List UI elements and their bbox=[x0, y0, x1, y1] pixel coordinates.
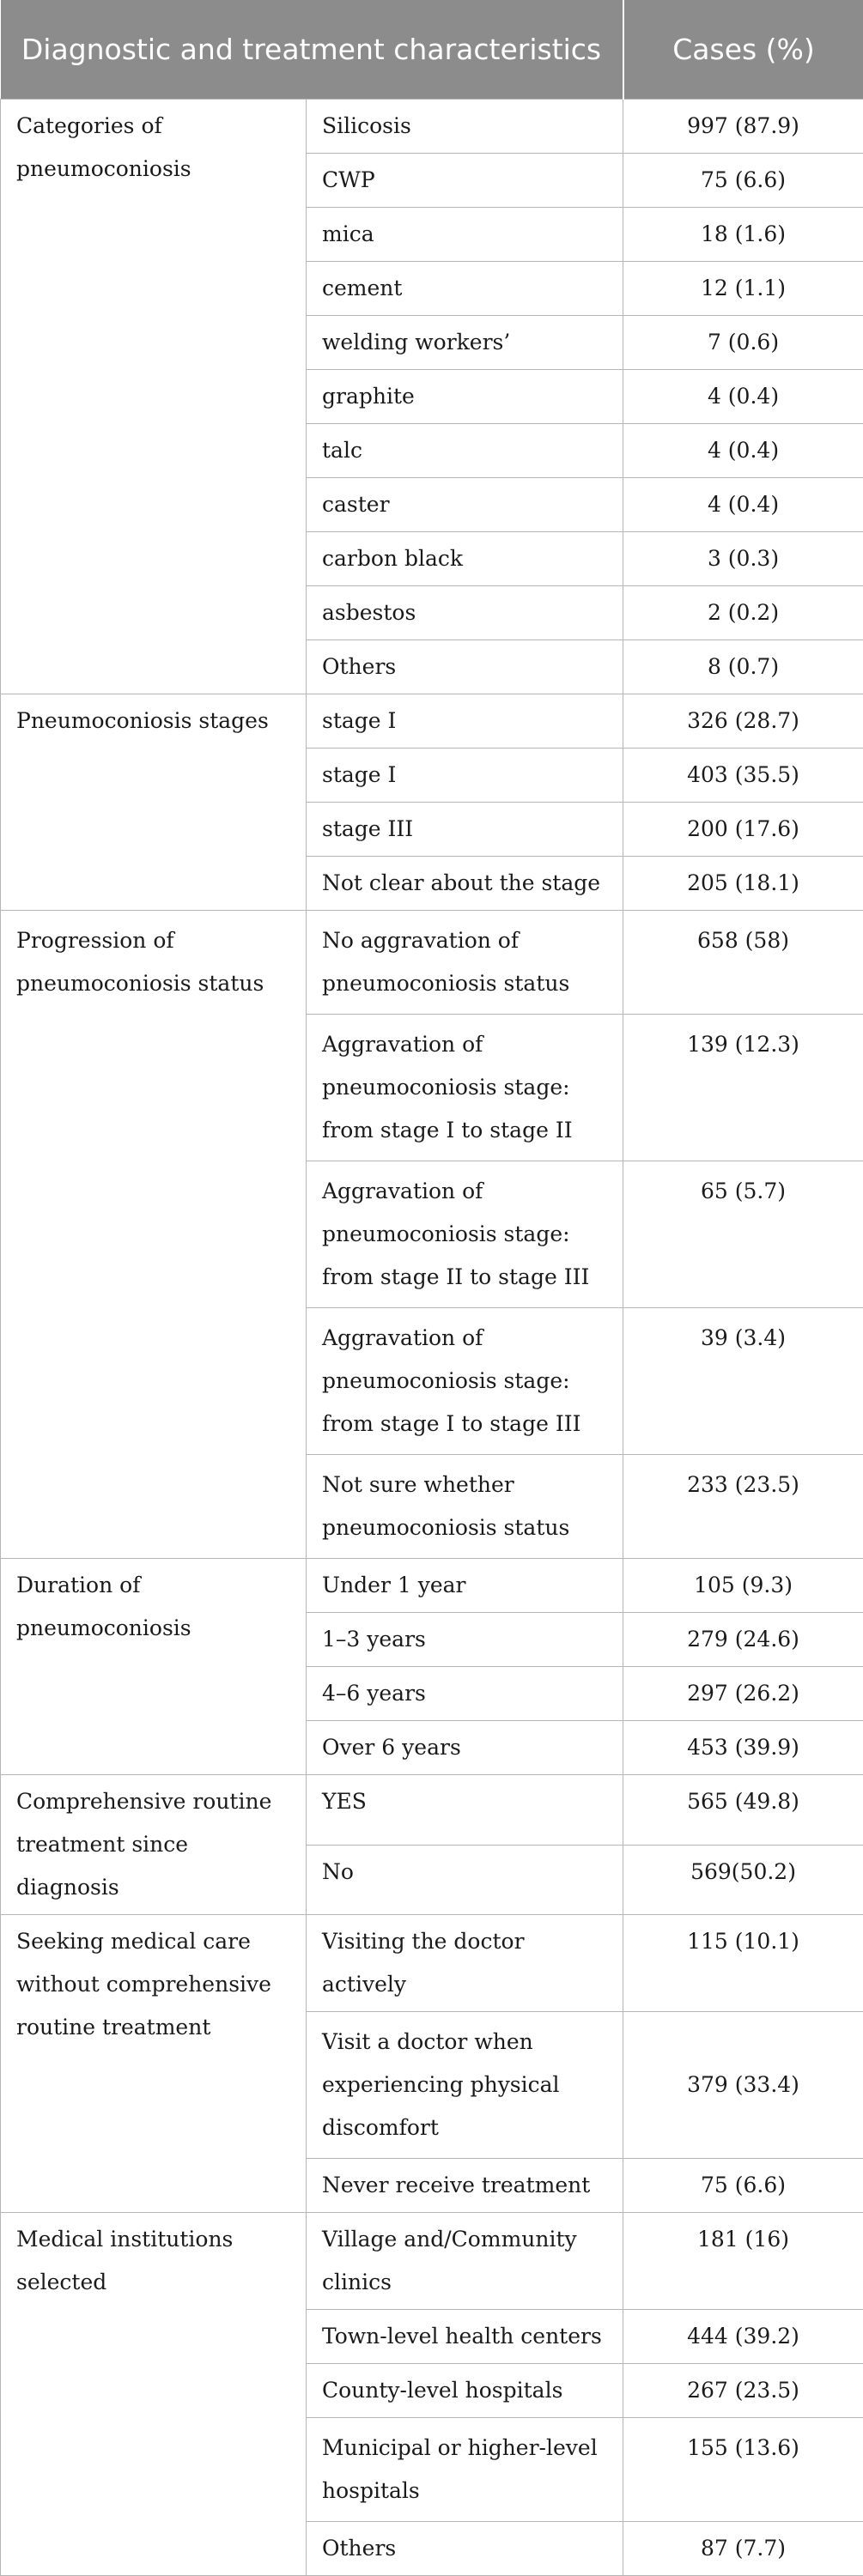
cases-value-cell: 75 (6.6) bbox=[623, 154, 863, 208]
item-label-cell: Aggravation of pneumoconiosis stage: from stage II to stage III bbox=[307, 1161, 623, 1308]
table-row bbox=[1, 694, 863, 749]
table-header-row bbox=[1, 0, 863, 100]
category-cell: Seeking medical care without comprehensive routine treatment bbox=[1, 1915, 307, 2213]
item-label-cell: Not clear about the stage bbox=[307, 857, 623, 911]
cases-value-cell: 115 (10.1) bbox=[623, 1915, 863, 2012]
item-label-cell: Silicosis bbox=[307, 100, 623, 154]
table-row bbox=[1, 911, 863, 1015]
item-label-cell: Others bbox=[307, 2522, 623, 2576]
item-label-cell: carbon black bbox=[307, 532, 623, 586]
item-label-cell: Town-level health centers bbox=[307, 2310, 623, 2364]
category-cell: Comprehensive routine treatment since diagnosis bbox=[1, 1775, 307, 1915]
cases-value-cell: 4 (0.4) bbox=[623, 478, 863, 532]
cases-value-cell: 326 (28.7) bbox=[623, 694, 863, 749]
item-label-cell: Municipal or higher-level hospitals bbox=[307, 2418, 623, 2522]
item-label-cell: asbestos bbox=[307, 586, 623, 640]
item-label-cell: No aggravation of pneumoconiosis status bbox=[307, 911, 623, 1015]
cases-value-cell: 87 (7.7) bbox=[623, 2522, 863, 2576]
header-characteristics: Diagnostic and treatment characteristics bbox=[1, 0, 623, 100]
cases-value-cell: 444 (39.2) bbox=[623, 2310, 863, 2364]
category-cell: Medical institutions selected bbox=[1, 2213, 307, 2576]
cases-value-cell: 65 (5.7) bbox=[623, 1161, 863, 1308]
cases-value-cell: 75 (6.6) bbox=[623, 2159, 863, 2213]
cases-value-cell: 233 (23.5) bbox=[623, 1455, 863, 1559]
item-label-cell: No bbox=[307, 1845, 623, 1915]
item-label-cell: Others bbox=[307, 640, 623, 694]
cases-value-cell: 658 (58) bbox=[623, 911, 863, 1015]
cases-value-cell: 297 (26.2) bbox=[623, 1667, 863, 1721]
cases-value-cell: 267 (23.5) bbox=[623, 2364, 863, 2418]
table-row bbox=[1, 1915, 863, 2012]
item-label-cell: Aggravation of pneumoconiosis stage: from stage I to stage II bbox=[307, 1015, 623, 1161]
table-row bbox=[1, 2213, 863, 2310]
cases-value-cell: 12 (1.1) bbox=[623, 262, 863, 316]
item-label-cell: stage I bbox=[307, 694, 623, 749]
item-label-cell: Visit a doctor when experiencing physical discomfort bbox=[307, 2012, 623, 2159]
item-label-cell: 4–6 years bbox=[307, 1667, 623, 1721]
item-label-cell: Aggravation of pneumoconiosis stage: from stage I to stage III bbox=[307, 1308, 623, 1455]
item-label-cell: CWP bbox=[307, 154, 623, 208]
item-label-cell: YES bbox=[307, 1775, 623, 1846]
item-label-cell: Visiting the doctor actively bbox=[307, 1915, 623, 2012]
cases-value-cell: 279 (24.6) bbox=[623, 1613, 863, 1667]
cases-value-cell: 4 (0.4) bbox=[623, 424, 863, 478]
cases-value-cell: 565 (49.8) bbox=[623, 1775, 863, 1846]
item-label-cell: cement bbox=[307, 262, 623, 316]
item-label-cell: welding workers’ bbox=[307, 316, 623, 370]
cases-value-cell: 39 (3.4) bbox=[623, 1308, 863, 1455]
cases-value-cell: 3 (0.3) bbox=[623, 532, 863, 586]
cases-value-cell: 139 (12.3) bbox=[623, 1015, 863, 1161]
cases-value-cell: 205 (18.1) bbox=[623, 857, 863, 911]
cases-value-cell: 379 (33.4) bbox=[623, 2012, 863, 2159]
cases-value-cell: 453 (39.9) bbox=[623, 1721, 863, 1775]
category-cell: Progression of pneumoconiosis status bbox=[1, 911, 307, 1559]
table-row bbox=[1, 100, 863, 154]
cases-value-cell: 200 (17.6) bbox=[623, 803, 863, 857]
cases-value-cell: 181 (16) bbox=[623, 2213, 863, 2310]
item-label-cell: mica bbox=[307, 208, 623, 262]
category-cell: Categories of pneumoconiosis bbox=[1, 100, 307, 694]
cases-value-cell: 4 (0.4) bbox=[623, 370, 863, 424]
item-label-cell: Over 6 years bbox=[307, 1721, 623, 1775]
cases-value-cell: 569(50.2) bbox=[623, 1845, 863, 1915]
cases-value-cell: 2 (0.2) bbox=[623, 586, 863, 640]
cases-value-cell: 8 (0.7) bbox=[623, 640, 863, 694]
item-label-cell: Under 1 year bbox=[307, 1559, 623, 1613]
cases-value-cell: 997 (87.9) bbox=[623, 100, 863, 154]
cases-value-cell: 18 (1.6) bbox=[623, 208, 863, 262]
table-row bbox=[1, 1775, 863, 1846]
item-label-cell: 1–3 years bbox=[307, 1613, 623, 1667]
category-cell: Pneumoconiosis stages bbox=[1, 694, 307, 911]
item-label-cell: Village and/Community clinics bbox=[307, 2213, 623, 2310]
table-row bbox=[1, 1559, 863, 1613]
category-cell: Duration of pneumoconiosis bbox=[1, 1559, 307, 1775]
cases-value-cell: 403 (35.5) bbox=[623, 749, 863, 803]
cases-value-cell: 105 (9.3) bbox=[623, 1559, 863, 1613]
item-label-cell: graphite bbox=[307, 370, 623, 424]
item-label-cell: talc bbox=[307, 424, 623, 478]
item-label-cell: Not sure whether pneumoconiosis status bbox=[307, 1455, 623, 1559]
item-label-cell: Never receive treatment bbox=[307, 2159, 623, 2213]
item-label-cell: caster bbox=[307, 478, 623, 532]
cases-value-cell: 155 (13.6) bbox=[623, 2418, 863, 2522]
item-label-cell: stage I bbox=[307, 749, 623, 803]
header-cases: Cases (%) bbox=[623, 0, 863, 100]
table-body bbox=[1, 100, 863, 2576]
cases-value-cell: 7 (0.6) bbox=[623, 316, 863, 370]
item-label-cell: stage III bbox=[307, 803, 623, 857]
item-label-cell: County-level hospitals bbox=[307, 2364, 623, 2418]
